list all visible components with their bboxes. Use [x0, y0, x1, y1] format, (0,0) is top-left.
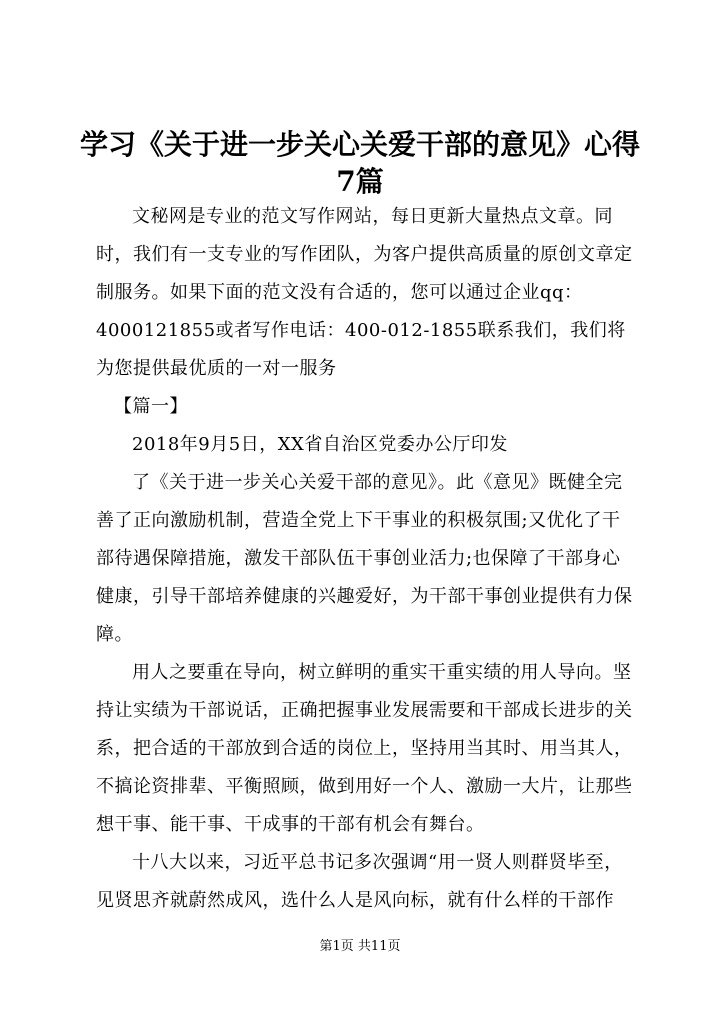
page-footer: 第1页 共11页 [319, 939, 401, 954]
section-heading: 【篇一】 [114, 396, 188, 417]
document-title-line2: 7篇 [336, 165, 384, 198]
document-title-line1: 学习《关于进一步关心关爱干部的意见》心得 [79, 128, 640, 161]
body-paragraph-2: 用人之要重在导向，树立鲜明的重实干重实绩的用人导向。坚持让实绩为干部说话，正确把握事业发展需要和干部成长进步的关系，把合适的干部放到合适的岗位上，坚持用当其时、用当其人，不搞论资排辈、平衡照顾，做到用好一个人、激励一大片，让那些想干事、能干事、干成事的干部有机会有舞台。 [96, 662, 633, 835]
date-line: 2018年9月5日，XX省自治区党委办公厅印发 [132, 434, 508, 455]
intro-paragraph: 文秘网是专业的范文写作网站，每日更新大量热点文章。同时，我们有一支专业的写作团队，为客户提供高质量的原创文章定制服务。如果下面的范文没有合适的，您可以通过企业qq：4000121855或者写作电话：400-012-1855联系我们，我们将为您提供最优质的一对一服务 [96, 206, 633, 379]
body-paragraph-3: 十八大以来，习近平总书记多次强调“用一贤人则群贤毕至，见贤思齐就蔚然成风，选什么人是风向标，就有什么样的干部作 [96, 852, 623, 911]
body-paragraph-1: 了《关于进一步关心关爱干部的意见》。此《意见》既健全完善了正向激励机制，营造全党上下干事业的积极氛围;又优化了干部待遇保障措施，激发干部队伍干事创业活力;也保障了干部身心健康，引导干部培养健康的兴趣爱好，为干部干事创业提供有力保障。 [96, 472, 633, 645]
document-body [96, 198, 636, 920]
